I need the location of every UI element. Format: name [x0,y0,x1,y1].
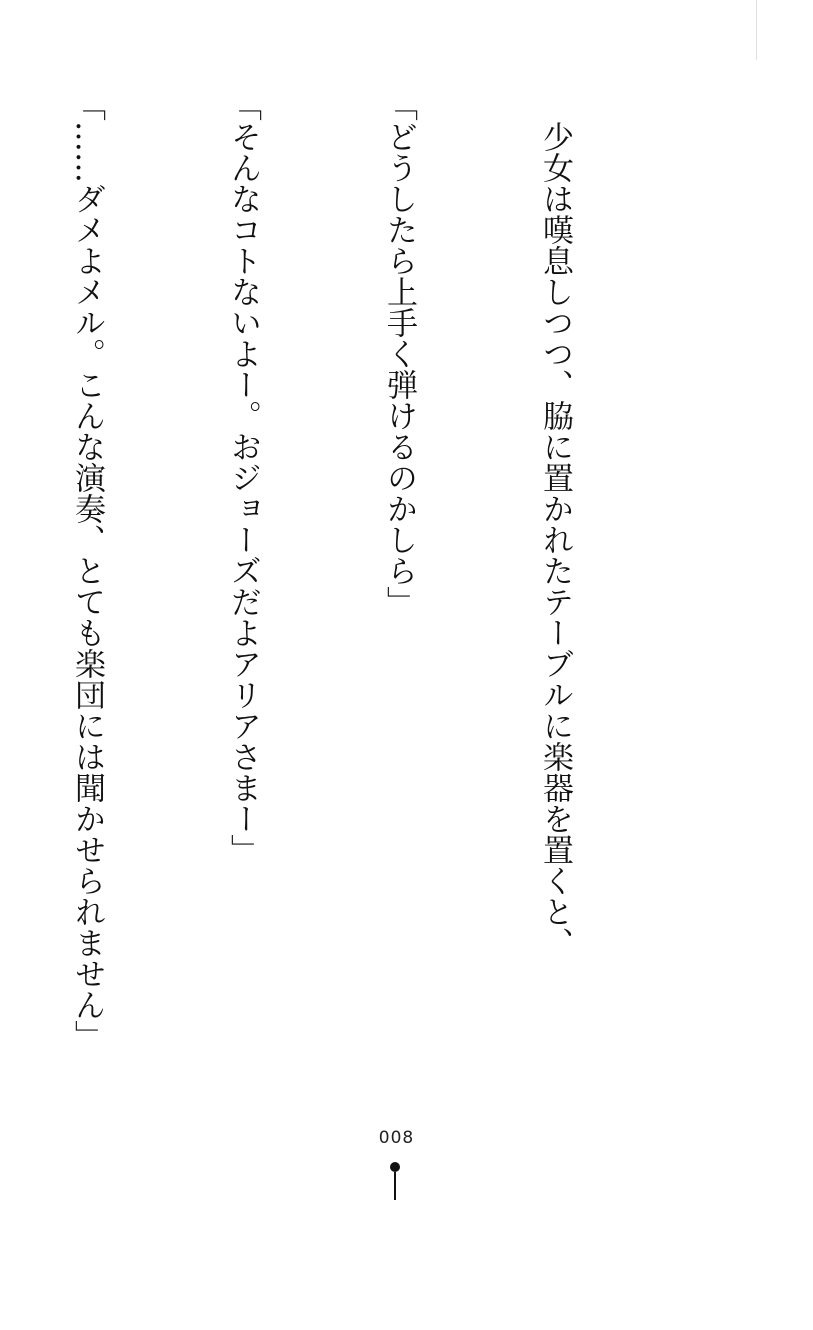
page-edge-mark [756,0,757,60]
page-marker-dot [390,1162,400,1172]
page-number: 008 [378,1128,415,1148]
text-line: 「そんなコトないよー。おジョーズだよアリアさまー」 [225,90,261,865]
text-line: 少女は嘆息しつつ、脇に置かれたテーブルに楽器を置くと、 [537,90,573,958]
text-line: 「……ダメよメル。こんな演奏、とても楽団には聞かせられません」 [69,90,105,1051]
text-line: 「どうしたら上手く弾けるのかしら」 [381,90,417,617]
page-marker-line [394,1172,396,1200]
vertical-text-body [0,90,685,1100]
